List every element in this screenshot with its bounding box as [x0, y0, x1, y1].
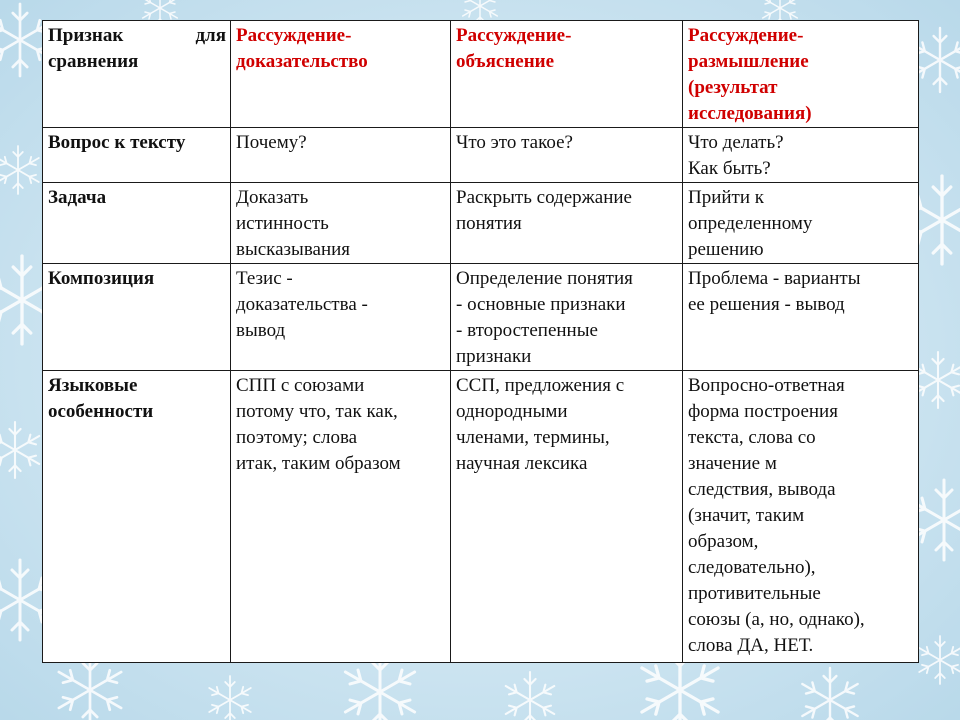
table-header-row	[43, 21, 919, 128]
cell-reflection-task: Прийти к определенному решению	[683, 183, 919, 264]
header-criterion-line2: сравнения	[48, 51, 139, 72]
cell-proof-task: Доказать истинность высказывания	[231, 183, 451, 264]
row-label-composition: Композиция	[43, 264, 231, 371]
row-label-question: Вопрос к тексту	[43, 128, 231, 183]
comparison-table	[42, 20, 919, 663]
cell-explanation-composition: Определение понятия - основные признаки - второстепенные признаки	[451, 264, 683, 371]
header-reflection: Рассуждение- размышление (результат исследования)	[683, 21, 919, 128]
table-row	[43, 371, 919, 663]
header-criterion-word: Признак	[48, 25, 124, 46]
cell-proof-language: СПП с союзами потому что, так как, поэтому; слова итак, таким образом	[231, 371, 451, 663]
cell-explanation-question: Что это такое?	[451, 128, 683, 183]
row-label-task: Задача	[43, 183, 231, 264]
table-row	[43, 264, 919, 371]
cell-explanation-language: ССП, предложения с однородными членами, термины, научная лексика	[451, 371, 683, 663]
header-explanation: Рассуждение- объяснение	[451, 21, 683, 128]
row-label-language: Языковые особенности	[43, 371, 231, 663]
cell-reflection-language: Вопросно-ответная форма построения текста, слова со значение м следствия, вывода (значит, таким образом, следовательно), противительные союзы (а, но, однако), слова ДА, НЕТ.	[683, 371, 919, 663]
cell-proof-question: Почему?	[231, 128, 451, 183]
header-criterion	[43, 21, 231, 128]
cell-proof-composition: Тезис - доказательства - вывод	[231, 264, 451, 371]
cell-reflection-question: Что делать? Как быть?	[683, 128, 919, 183]
cell-explanation-task: Раскрыть содержание понятия	[451, 183, 683, 264]
header-proof: Рассуждение- доказательство	[231, 21, 451, 128]
table-row	[43, 183, 919, 264]
cell-reflection-composition: Проблема - варианты ее решения - вывод	[683, 264, 919, 371]
table-row	[43, 128, 919, 183]
header-criterion-word: для	[195, 25, 226, 46]
